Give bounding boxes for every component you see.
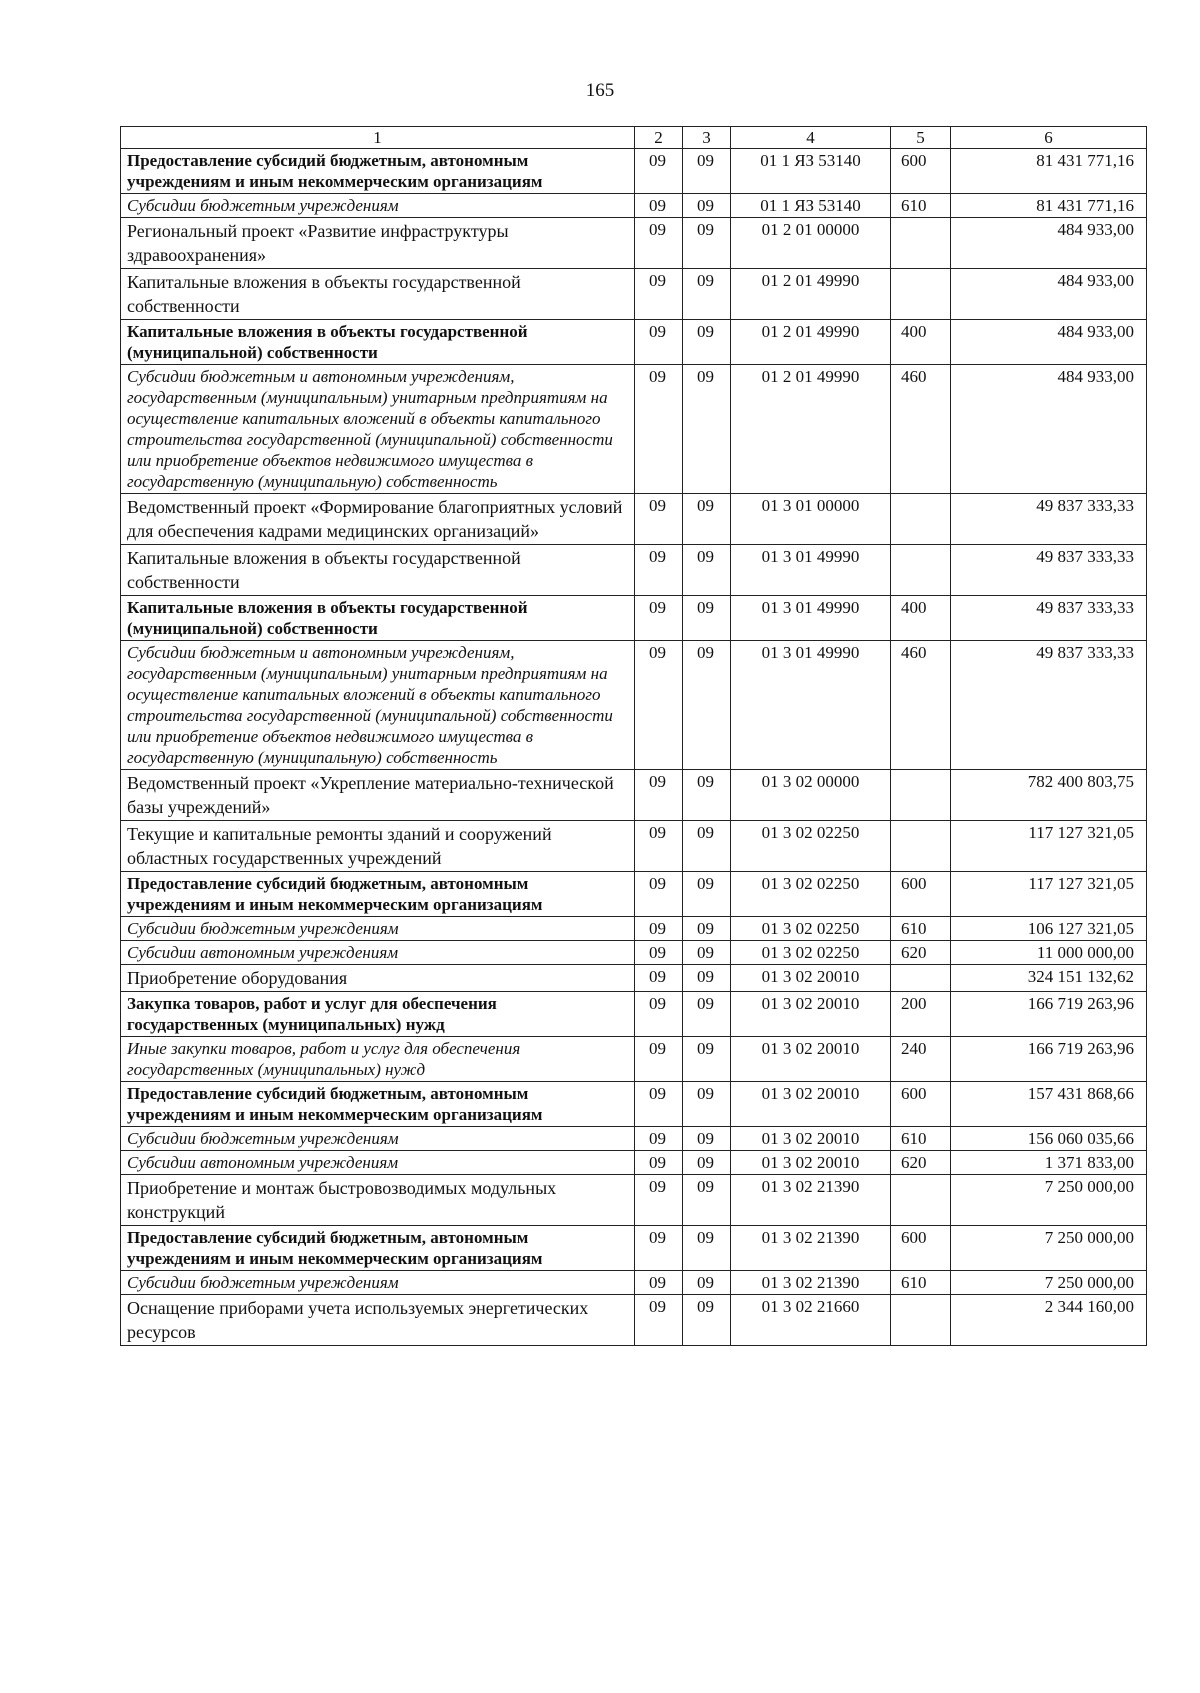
- expense-type-cell: [891, 545, 951, 596]
- subsection-code-cell: 09: [683, 320, 731, 365]
- subsection-code-cell: 09: [683, 1226, 731, 1271]
- table-row: [121, 149, 1147, 194]
- amount-cell: 484 933,00: [951, 269, 1147, 320]
- amount-cell: 81 431 771,16: [951, 194, 1147, 218]
- section-code-cell: 09: [635, 872, 683, 917]
- table-row: [121, 218, 1147, 269]
- section-code-cell: 09: [635, 821, 683, 872]
- table-row: [121, 770, 1147, 821]
- subsection-code-cell: 09: [683, 1082, 731, 1127]
- expense-type-cell: 400: [891, 596, 951, 641]
- subsection-code-cell: 09: [683, 770, 731, 821]
- amount-cell: 117 127 321,05: [951, 821, 1147, 872]
- amount-cell: 484 933,00: [951, 320, 1147, 365]
- item-name-cell: Закупка товаров, работ и услуг для обеспечения государственных (муниципальных) нужд: [121, 992, 635, 1037]
- item-name-cell: Оснащение приборами учета используемых энергетических ресурсов: [121, 1295, 635, 1346]
- target-article-cell: 01 3 02 20010: [731, 1082, 891, 1127]
- section-code-cell: 09: [635, 992, 683, 1037]
- section-code-cell: 09: [635, 941, 683, 965]
- budget-table: [120, 126, 1147, 1346]
- target-article-cell: 01 3 02 02250: [731, 941, 891, 965]
- target-article-cell: 01 2 01 49990: [731, 320, 891, 365]
- header-col-2: 2: [635, 127, 683, 149]
- table-row: [121, 965, 1147, 992]
- item-name-cell: Субсидии бюджетным и автономным учреждениям, государственным (муниципальным) унитарным предприятиям на осуществление капитальных вложений в объекты капитального строительства государственной (муниципальной) собственности или приобретение объектов недвижимого имущества в государственную (муниципальную) собственность: [121, 641, 635, 770]
- item-name-cell: Предоставление субсидий бюджетным, автономным учреждениям и иным некоммерческим организациям: [121, 149, 635, 194]
- expense-type-cell: [891, 218, 951, 269]
- subsection-code-cell: 09: [683, 1295, 731, 1346]
- expense-type-cell: 600: [891, 1226, 951, 1271]
- section-code-cell: 09: [635, 596, 683, 641]
- section-code-cell: 09: [635, 194, 683, 218]
- section-code-cell: 09: [635, 1295, 683, 1346]
- section-code-cell: 09: [635, 218, 683, 269]
- item-name-cell: Иные закупки товаров, работ и услуг для обеспечения государственных (муниципальных) нужд: [121, 1037, 635, 1082]
- item-name-cell: Капитальные вложения в объекты государственной (муниципальной) собственности: [121, 320, 635, 365]
- section-code-cell: 09: [635, 269, 683, 320]
- amount-cell: 81 431 771,16: [951, 149, 1147, 194]
- item-name-cell: Предоставление субсидий бюджетным, автономным учреждениям и иным некоммерческим организациям: [121, 1226, 635, 1271]
- target-article-cell: 01 2 01 00000: [731, 218, 891, 269]
- item-name-cell: Региональный проект «Развитие инфраструктуры здравоохранения»: [121, 218, 635, 269]
- section-code-cell: 09: [635, 1226, 683, 1271]
- expense-type-cell: 460: [891, 365, 951, 494]
- table-row: [121, 1037, 1147, 1082]
- target-article-cell: 01 3 01 49990: [731, 641, 891, 770]
- amount-cell: 324 151 132,62: [951, 965, 1147, 992]
- subsection-code-cell: 09: [683, 194, 731, 218]
- table-row: [121, 941, 1147, 965]
- subsection-code-cell: 09: [683, 872, 731, 917]
- header-row: [121, 127, 1147, 149]
- amount-cell: 166 719 263,96: [951, 1037, 1147, 1082]
- table-row: [121, 596, 1147, 641]
- subsection-code-cell: 09: [683, 596, 731, 641]
- amount-cell: 484 933,00: [951, 365, 1147, 494]
- expense-type-cell: 240: [891, 1037, 951, 1082]
- target-article-cell: 01 2 01 49990: [731, 365, 891, 494]
- expense-type-cell: [891, 770, 951, 821]
- amount-cell: 11 000 000,00: [951, 941, 1147, 965]
- table-row: [121, 1082, 1147, 1127]
- target-article-cell: 01 3 02 02250: [731, 872, 891, 917]
- amount-cell: 7 250 000,00: [951, 1175, 1147, 1226]
- section-code-cell: 09: [635, 320, 683, 365]
- section-code-cell: 09: [635, 545, 683, 596]
- table-row: [121, 494, 1147, 545]
- section-code-cell: 09: [635, 1127, 683, 1151]
- subsection-code-cell: 09: [683, 941, 731, 965]
- table-row: [121, 641, 1147, 770]
- header-col-3: 3: [683, 127, 731, 149]
- expense-type-cell: 610: [891, 917, 951, 941]
- expense-type-cell: 600: [891, 872, 951, 917]
- subsection-code-cell: 09: [683, 1127, 731, 1151]
- item-name-cell: Ведомственный проект «Укрепление материально-технической базы учреждений»: [121, 770, 635, 821]
- expense-type-cell: 200: [891, 992, 951, 1037]
- amount-cell: 49 837 333,33: [951, 641, 1147, 770]
- target-article-cell: 01 2 01 49990: [731, 269, 891, 320]
- subsection-code-cell: 09: [683, 545, 731, 596]
- subsection-code-cell: 09: [683, 1175, 731, 1226]
- item-name-cell: Приобретение оборудования: [121, 965, 635, 992]
- table-row: [121, 1295, 1147, 1346]
- expense-type-cell: 610: [891, 1127, 951, 1151]
- section-code-cell: 09: [635, 1271, 683, 1295]
- table-row: [121, 992, 1147, 1037]
- amount-cell: 49 837 333,33: [951, 545, 1147, 596]
- table-row: [121, 1175, 1147, 1226]
- item-name-cell: Предоставление субсидий бюджетным, автономным учреждениям и иным некоммерческим организациям: [121, 1082, 635, 1127]
- header-col-4: 4: [731, 127, 891, 149]
- item-name-cell: Капитальные вложения в объекты государственной собственности: [121, 545, 635, 596]
- subsection-code-cell: 09: [683, 917, 731, 941]
- target-article-cell: 01 3 02 20010: [731, 1127, 891, 1151]
- amount-cell: 157 431 868,66: [951, 1082, 1147, 1127]
- section-code-cell: 09: [635, 917, 683, 941]
- amount-cell: 2 344 160,00: [951, 1295, 1147, 1346]
- target-article-cell: 01 3 02 20010: [731, 1151, 891, 1175]
- target-article-cell: 01 3 02 20010: [731, 965, 891, 992]
- item-name-cell: Субсидии бюджетным и автономным учреждениям, государственным (муниципальным) унитарным предприятиям на осуществление капитальных вложений в объекты капитального строительства государственной (муниципальной) собственности или приобретение объектов недвижимого имущества в государственную (муниципальную) собственность: [121, 365, 635, 494]
- section-code-cell: 09: [635, 770, 683, 821]
- subsection-code-cell: 09: [683, 1271, 731, 1295]
- target-article-cell: 01 3 02 02250: [731, 917, 891, 941]
- amount-cell: 106 127 321,05: [951, 917, 1147, 941]
- page-number: 165: [585, 80, 615, 101]
- table-row: [121, 545, 1147, 596]
- target-article-cell: 01 3 02 21660: [731, 1295, 891, 1346]
- item-name-cell: Субсидии бюджетным учреждениям: [121, 1271, 635, 1295]
- expense-type-cell: 600: [891, 149, 951, 194]
- subsection-code-cell: 09: [683, 365, 731, 494]
- item-name-cell: Приобретение и монтаж быстровозводимых модульных конструкций: [121, 1175, 635, 1226]
- item-name-cell: Субсидии бюджетным учреждениям: [121, 194, 635, 218]
- table-row: [121, 1226, 1147, 1271]
- subsection-code-cell: 09: [683, 269, 731, 320]
- section-code-cell: 09: [635, 494, 683, 545]
- subsection-code-cell: 09: [683, 1151, 731, 1175]
- target-article-cell: 01 3 02 20010: [731, 992, 891, 1037]
- expense-type-cell: [891, 269, 951, 320]
- target-article-cell: 01 3 02 21390: [731, 1271, 891, 1295]
- amount-cell: 782 400 803,75: [951, 770, 1147, 821]
- target-article-cell: 01 3 02 20010: [731, 1037, 891, 1082]
- item-name-cell: Ведомственный проект «Формирование благоприятных условий для обеспечения кадрами медицинских организаций»: [121, 494, 635, 545]
- target-article-cell: 01 3 01 00000: [731, 494, 891, 545]
- header-col-5: 5: [891, 127, 951, 149]
- section-code-cell: 09: [635, 1037, 683, 1082]
- expense-type-cell: 610: [891, 194, 951, 218]
- expense-type-cell: 600: [891, 1082, 951, 1127]
- table-body: [121, 149, 1147, 1346]
- table-row: [121, 917, 1147, 941]
- section-code-cell: 09: [635, 641, 683, 770]
- target-article-cell: 01 1 ЯЗ 53140: [731, 149, 891, 194]
- table-row: [121, 194, 1147, 218]
- table-row: [121, 1271, 1147, 1295]
- target-article-cell: 01 3 02 00000: [731, 770, 891, 821]
- table-row: [121, 872, 1147, 917]
- expense-type-cell: 460: [891, 641, 951, 770]
- expense-type-cell: [891, 494, 951, 545]
- subsection-code-cell: 09: [683, 992, 731, 1037]
- target-article-cell: 01 3 02 21390: [731, 1226, 891, 1271]
- subsection-code-cell: 09: [683, 1037, 731, 1082]
- header-col-6: 6: [951, 127, 1147, 149]
- amount-cell: 49 837 333,33: [951, 494, 1147, 545]
- item-name-cell: Субсидии автономным учреждениям: [121, 941, 635, 965]
- item-name-cell: Текущие и капитальные ремонты зданий и сооружений областных государственных учреждений: [121, 821, 635, 872]
- table-row: [121, 821, 1147, 872]
- table-row: [121, 1151, 1147, 1175]
- amount-cell: 156 060 035,66: [951, 1127, 1147, 1151]
- table-row: [121, 1127, 1147, 1151]
- expense-type-cell: 400: [891, 320, 951, 365]
- expense-type-cell: [891, 1295, 951, 1346]
- target-article-cell: 01 3 01 49990: [731, 596, 891, 641]
- target-article-cell: 01 1 ЯЗ 53140: [731, 194, 891, 218]
- amount-cell: 484 933,00: [951, 218, 1147, 269]
- subsection-code-cell: 09: [683, 494, 731, 545]
- expense-type-cell: [891, 965, 951, 992]
- item-name-cell: Субсидии бюджетным учреждениям: [121, 917, 635, 941]
- section-code-cell: 09: [635, 365, 683, 494]
- subsection-code-cell: 09: [683, 218, 731, 269]
- amount-cell: 7 250 000,00: [951, 1226, 1147, 1271]
- expense-type-cell: [891, 1175, 951, 1226]
- amount-cell: 1 371 833,00: [951, 1151, 1147, 1175]
- item-name-cell: Субсидии бюджетным учреждениям: [121, 1127, 635, 1151]
- subsection-code-cell: 09: [683, 965, 731, 992]
- expense-type-cell: 620: [891, 1151, 951, 1175]
- section-code-cell: 09: [635, 1082, 683, 1127]
- section-code-cell: 09: [635, 1175, 683, 1226]
- section-code-cell: 09: [635, 149, 683, 194]
- amount-cell: 49 837 333,33: [951, 596, 1147, 641]
- expense-type-cell: [891, 821, 951, 872]
- table-row: [121, 320, 1147, 365]
- subsection-code-cell: 09: [683, 821, 731, 872]
- subsection-code-cell: 09: [683, 149, 731, 194]
- table-row: [121, 269, 1147, 320]
- expense-type-cell: 610: [891, 1271, 951, 1295]
- subsection-code-cell: 09: [683, 641, 731, 770]
- item-name-cell: Предоставление субсидий бюджетным, автономным учреждениям и иным некоммерческим организациям: [121, 872, 635, 917]
- item-name-cell: Капитальные вложения в объекты государственной собственности: [121, 269, 635, 320]
- table-row: [121, 365, 1147, 494]
- target-article-cell: 01 3 02 21390: [731, 1175, 891, 1226]
- item-name-cell: Субсидии автономным учреждениям: [121, 1151, 635, 1175]
- section-code-cell: 09: [635, 1151, 683, 1175]
- item-name-cell: Капитальные вложения в объекты государственной (муниципальной) собственности: [121, 596, 635, 641]
- amount-cell: 166 719 263,96: [951, 992, 1147, 1037]
- amount-cell: 117 127 321,05: [951, 872, 1147, 917]
- section-code-cell: 09: [635, 965, 683, 992]
- target-article-cell: 01 3 02 02250: [731, 821, 891, 872]
- amount-cell: 7 250 000,00: [951, 1271, 1147, 1295]
- header-col-1: 1: [121, 127, 635, 149]
- expense-type-cell: 620: [891, 941, 951, 965]
- target-article-cell: 01 3 01 49990: [731, 545, 891, 596]
